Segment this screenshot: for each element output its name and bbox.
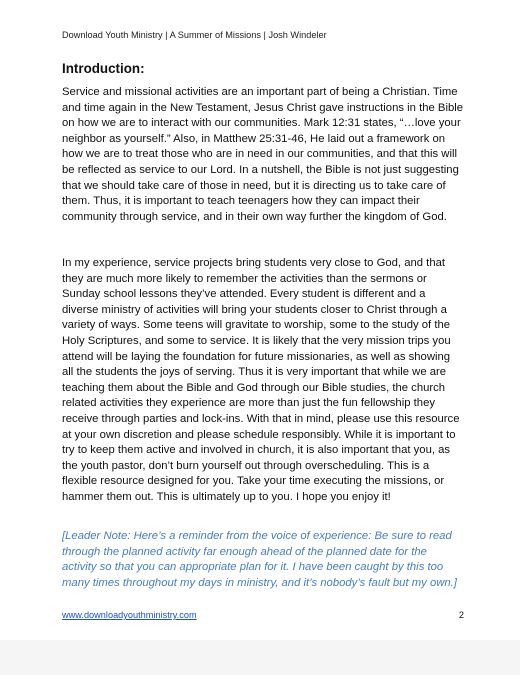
footer-website-link[interactable]: www.downloadyouthministry.com xyxy=(62,610,197,620)
page-bottom-margin xyxy=(0,640,520,675)
page-number: 2 xyxy=(458,610,464,620)
body-paragraph-2: In my experience, service projects bring students very close to God, and that they are much more likely to remember the activities than the sermons or Sunday school lessons they’ve attended. Every student is different and a diverse ministry of activities will bring your students closer to Christ through a variety of ways. Some teens will gravitate to worship, some to the study of the Holy Scriptures, and some to service. It is likely that the very mission trips you attend will be laying the foundation for future missionaries, as well as showing all the students the joys of serving. Thus it is very important that while we are teaching them about the Bible and God through our Bible studies, the church related activities they experience are more than just the fun fellowship they receive through parties and lock-ins. With that in mind, please use this resource at your own discretion and please schedule responsibly. While it is important to try to keep them active and involved in church, it is also important that you, as the youth pastor, don’t burn yourself out through overscheduling. This is a flexible resource designed for you. Take your time executing the missions, or hammer them out. This is ultimately up to you. I hope you enjoy it! xyxy=(62,257,460,503)
leader-note: [Leader Note: Here’s a reminder from the voice of experience: Be sure to read through the planned activity far enough ahead of the planned date for the activity so that you can appropriate plan for it. I have been caught by this too many times throughout my days in ministry, and it’s nobody’s fault but my own.] xyxy=(62,530,457,589)
section-heading: Introduction: xyxy=(62,61,145,76)
body-paragraph-1: Service and missional activities are an important part of being a Christian. Time and time again in the New Testament, Jesus Christ gave instructions in the Bible on how we are to interact with our communities. Mark 12:31 states, “…love your neighbor as yourself.” Also, in Matthew 25:31-46, He laid out a framework on how we are to treat those who are in need in our communities, and that this will be reflected as service to our Lord. In a nutshell, the Bible is not just suggesting that we should take care of those in need, but it is directing us to take care of them. Thus, it is important to teach teenagers how they can impact their community through service, and in their own way further the kingdom of God. xyxy=(62,86,464,223)
running-header: Download Youth Ministry | A Summer of Missions | Josh Windeler xyxy=(62,30,327,40)
